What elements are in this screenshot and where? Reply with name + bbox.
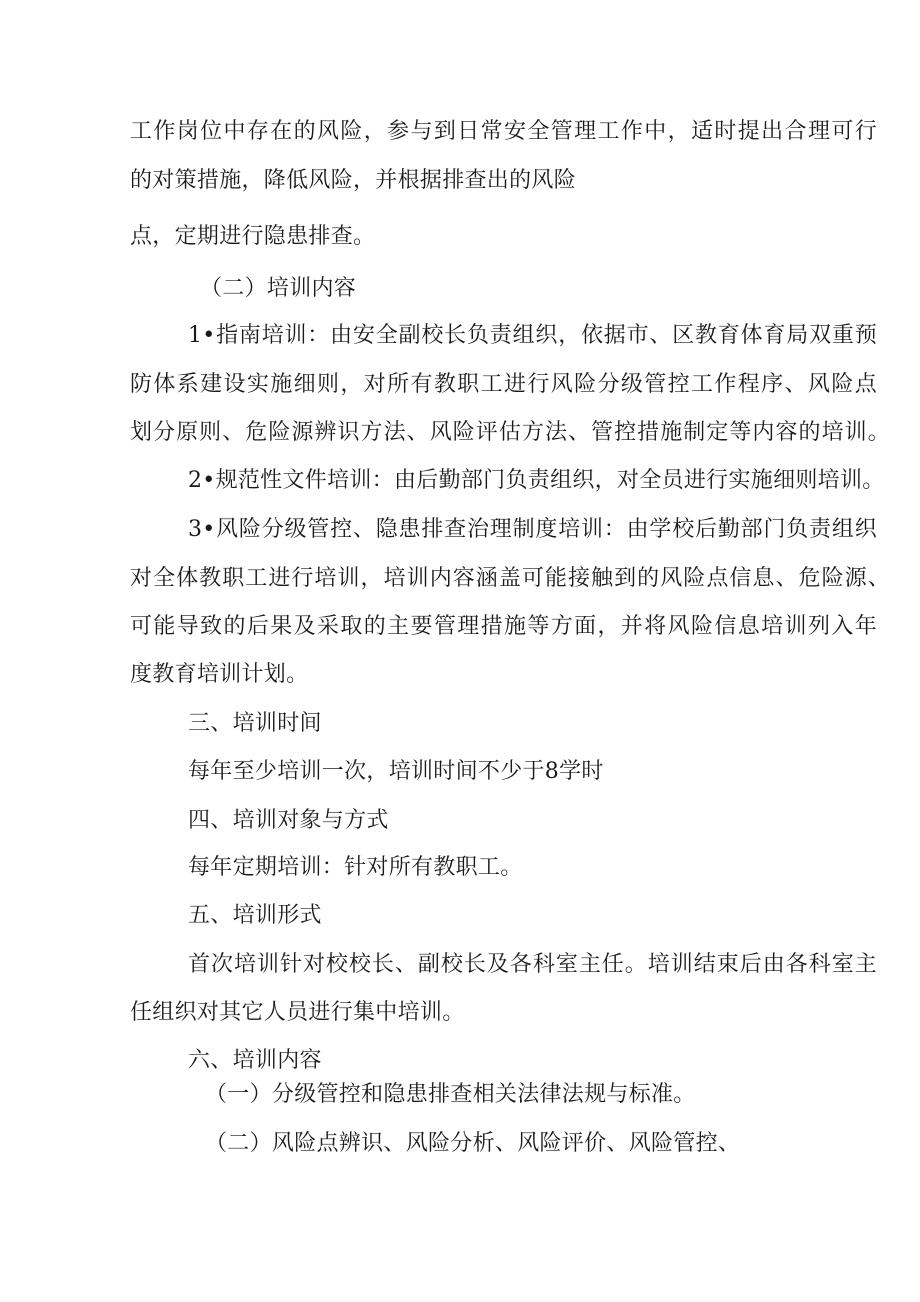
section-6-item-1: （一）分级管控和隐患排查相关法律法规与标准。 [205,1082,696,1107]
intro-line-2: 的对策措施，降低风险，并根据排查出的风险 [130,168,577,193]
item-2-line: 2•规范性文件培训：由后勤部门负责组织，对全员进行实施细则培训。 [188,468,885,493]
section-6-item-2: （二）风险点辨识、风险分析、风险评价、风险管控、 [205,1131,741,1156]
item-3-line-3: 可能导致的后果及采取的主要管理措施等方面，并将风险信息培训列入年 [130,614,877,639]
item-1-line-3: 划分原则、危险源辨识方法、风险评估方法、管控措施制定等内容的培训。 [130,420,890,445]
section-4-heading: 四、培训对象与方式 [188,808,389,833]
section-5-line-2: 任组织对其它人员进行集中培训。 [130,1000,465,1025]
section-6-heading: 六、培训内容 [188,1048,322,1073]
item-3-line-1: 3•风险分级管控、隐患排查治理制度培训：由学校后勤部门负责组织 [188,517,877,542]
section-5-line-1: 首次培训针对校校长、副校长及各科室主任。培训结束后由各科室主 [188,952,877,977]
section-3-text: 每年至少培训一次，培训时间不少于8学时 [188,759,604,784]
item-1-line-2: 防体系建设实施细则，对所有教职工进行风险分级管控工作程序、风险点 [130,372,877,397]
intro-line-1: 工作岗位中存在的风险，参与到日常安全管理工作中，适时提出合理可行 [130,119,877,144]
section-5-heading: 五、培训形式 [188,903,322,928]
section-3-heading: 三、培训时间 [188,711,322,736]
item-3-line-4: 度教育培训计划。 [130,662,309,687]
item-3-line-2: 对全体教职工进行培训，培训内容涵盖可能接触到的风险点信息、危险源、 [130,566,890,591]
sub-section-heading: （二）培训内容 [200,276,357,301]
section-4-text: 每年定期培训：针对所有教职工。 [188,855,523,880]
intro-line-3: 点，定期进行隐患排查。 [130,224,376,249]
item-1-line-1: 1•指南培训：由安全副校长负责组织，依据市、区教育体育局双重预 [188,323,877,348]
